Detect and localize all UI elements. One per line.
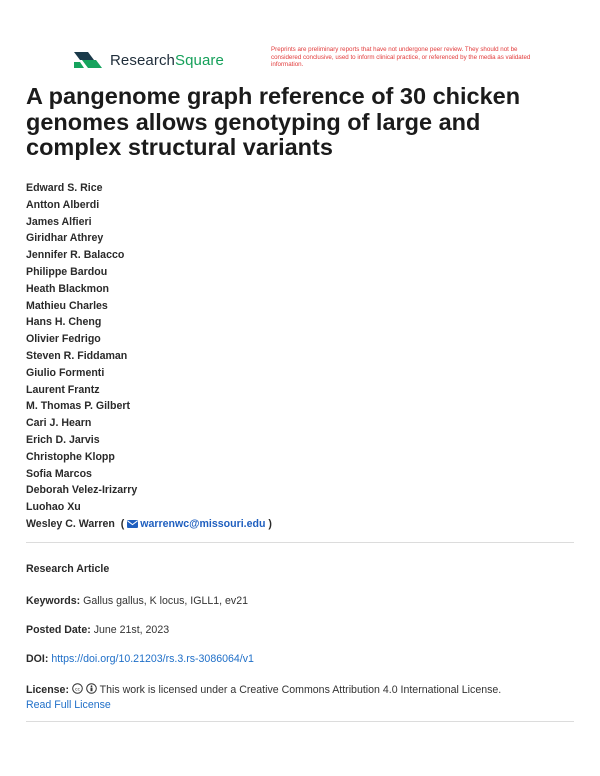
doi-label: DOI: [26, 653, 49, 665]
author: Luohao Xu [26, 501, 81, 514]
svg-text:cc: cc [74, 687, 80, 693]
author: Giridhar Athrey [26, 232, 104, 245]
doi-row [26, 653, 254, 665]
read-full-license-link[interactable]: Read Full License [26, 699, 111, 711]
author: Laurent Frantz [26, 383, 100, 396]
attribution-icon [86, 683, 97, 694]
divider [26, 542, 574, 543]
author-email-link[interactable] [127, 518, 268, 530]
posted-date-row [26, 624, 169, 636]
author: Giulio Formenti [26, 366, 105, 379]
corresponding-author-name: Wesley C. Warren [26, 517, 115, 530]
keywords-value: Gallus gallus, K locus, IGLL1, ev21 [83, 595, 249, 607]
author: Antton Alberdi [26, 198, 100, 211]
paren-close: ) [268, 517, 272, 530]
author: James Alfieri [26, 215, 92, 228]
author: Edward S. Rice [26, 182, 103, 194]
article-type: Research Article [26, 563, 110, 575]
author: Deborah Velez-Irizarry [26, 484, 138, 497]
author: M. Thomas P. Gilbert [26, 400, 130, 413]
license-text: This work is licensed under a Creative Commons Attribution 4.0 International License. [99, 684, 502, 696]
author: Hans H. Cheng [26, 316, 102, 329]
paren-open: ( [120, 517, 125, 530]
license-label: License: [26, 684, 69, 696]
divider [26, 721, 574, 722]
header [0, 44, 600, 84]
author: Heath Blackmon [26, 282, 110, 295]
brand-name: ResearchSquare [110, 51, 224, 69]
research-square-logo[interactable] [74, 50, 224, 70]
doi-link[interactable]: https://doi.org/10.21203/rs.3.rs-3086064/v1 [51, 653, 254, 665]
creative-commons-icon [72, 683, 83, 694]
envelope-icon [127, 520, 138, 528]
author: Steven R. Fiddaman [26, 349, 128, 362]
author: Christophe Klopp [26, 450, 115, 463]
research-square-logo-icon [74, 50, 102, 70]
author: Mathieu Charles [26, 299, 108, 312]
keywords-label: Keywords: [26, 595, 81, 607]
author: Olivier Fedrigo [26, 333, 101, 346]
keywords-row [26, 595, 248, 607]
author-list [26, 180, 272, 533]
license-row [26, 683, 501, 696]
posted-date-value: June 21st, 2023 [93, 624, 170, 636]
author: Jennifer R. Balacco [26, 249, 125, 262]
read-license-row [26, 699, 111, 711]
corresponding-author [26, 516, 272, 533]
author: Sofia Marcos [26, 467, 92, 480]
author-email: warrenwc@missouri.edu [140, 517, 266, 530]
preprint-disclaimer: Preprints are preliminary reports that have not undergone peer review. They should not be considered conclusive, used to inform clinical practice, or referenced by the media as validated information. [271, 46, 531, 69]
posted-date-label: Posted Date: [26, 624, 91, 636]
author: Cari J. Hearn [26, 417, 92, 430]
author: Philippe Bardou [26, 265, 108, 278]
author: Erich D. Jarvis [26, 433, 100, 446]
paper-title: A pangenome graph reference of 30 chicken genomes allows genotyping of large and complex structural variants [26, 83, 521, 160]
